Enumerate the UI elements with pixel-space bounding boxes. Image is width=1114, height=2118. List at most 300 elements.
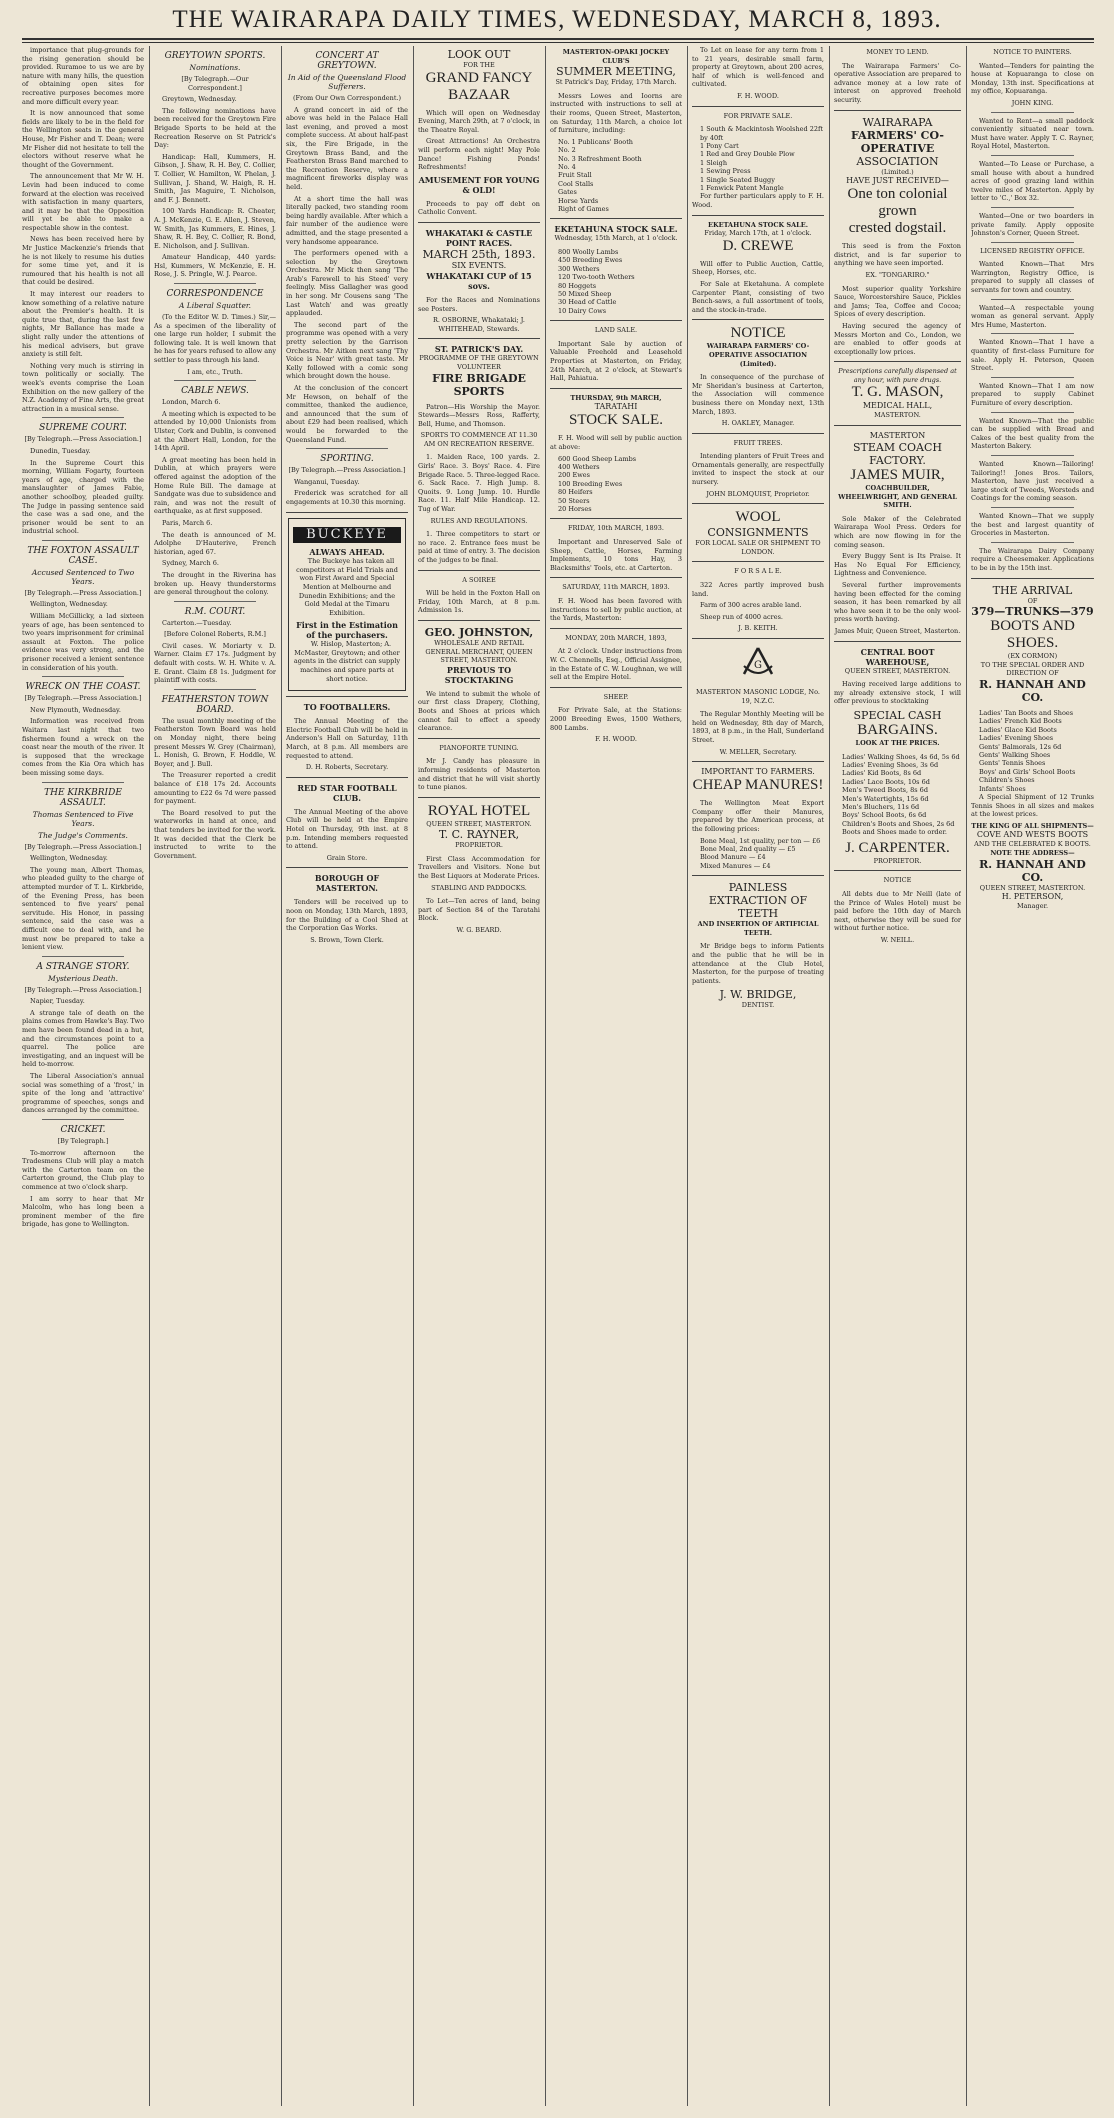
bazaar-title: BAZAAR (448, 86, 510, 103)
boot-warehouse-advert (834, 647, 961, 676)
headline-foxton: THE FOXTON ASSAULT CASE. (27, 545, 139, 566)
arrival-of: OF (1027, 596, 1038, 605)
column-8 (971, 46, 1094, 2106)
list-item: Bone Meal, 1st quality, per ton — £6 (700, 836, 821, 845)
advert-text: F. H. Wood has been favored with instructions to sell by public auction, at the Yards, Masterton: (550, 597, 682, 623)
notice-heading: NOTICE (730, 325, 786, 342)
article-paragraph: 100 Yards Handicap: R. Cheater, A. J. McKenzie, G. E. Allen, J. Steven, W. Smith, Jas Kummers, E. Hines, J. Shaw, R. H. Bey, C. Collier, R. Bond, E. Nicholson, and J. Sullivan. (154, 207, 276, 250)
divider (174, 380, 256, 381)
note-address: NOTE THE ADDRESS— (990, 848, 1075, 857)
column-rule (545, 46, 546, 2106)
advert-text: To Let—Ten acres of land, being part of Section 84 of the Taratahi Block. (418, 897, 540, 923)
advert-text: Wanted—Tenders for painting the house at Kopuaranga to close on Monday, 13th inst. Specifications at my office, Kopuaranga. (971, 61, 1094, 96)
advert-text: We intend to submit the whole of our first class Drapery, Clothing, Boots and Shoes at prices which cannot fail to effect a speedy clearance. (418, 689, 540, 733)
list-item: 80 Hoggets (558, 281, 597, 290)
wfca-heading: WAIRARAPA FARMERS' CO-OPERATIVE ASSOCIATION (Limited). (706, 342, 810, 368)
subhead-strange-story: Mysterious Death. (48, 973, 118, 983)
booth-list (550, 138, 682, 214)
carpenter-block (834, 840, 961, 866)
advert-signature: R. OSBORNE, Whakataki; J. WHITEHEAD, Stewards. (433, 316, 525, 333)
article-paragraph: Civil cases. W. Moriarty v. D. Warner. Claim £7 17s. Judgment by default with costs. W. H. White v. A. E. Grant. Claim £8 1s. Judgment for plaintiff with costs. (154, 641, 276, 685)
dateline: Wellington, Wednesday. (30, 600, 108, 609)
article-paragraph: importance that plug-grounds for the rising generation should be provided. Ruramoe to us we are by nature with many hills, the question of obtaining open sites for recreative purposes becomes more and more difficult every year. (22, 46, 144, 106)
divider (174, 601, 256, 602)
divider (692, 875, 824, 876)
subhead-liberal-squatter: A Liberal Squatter. (178, 301, 252, 311)
headline-strange-story: A STRANGE STORY. (36, 961, 130, 972)
column-rule (281, 46, 282, 2106)
advert-signature: F. H. WOOD. (595, 735, 637, 744)
article-paragraph: In the Supreme Court this morning, William Fogarty, fourteen years of age, charged with the manslaughter of James Fabie, another schoolboy, pleaded guilty. The Judge in passing sentence said the case was a sad one, and the prisoner would be sent to an industrial school. (22, 458, 144, 536)
divider (418, 570, 540, 571)
wfca-limited: (Limited.) (881, 167, 914, 176)
headline-kirkbride: THE KIRKBRIDE ASSAULT. (44, 787, 122, 808)
column-3 (286, 46, 408, 2106)
advert-text: Wanted Known—That I have a quantity of first-class Furniture for sale. Apply H. Peterson, Queen Street. (971, 338, 1094, 373)
manure-price-list (692, 837, 824, 871)
advert-text: Wanted—One or two boarders in private family. Apply opposite Johnston's Corner, Queen Street. (971, 211, 1094, 238)
divider (550, 518, 682, 519)
column-7 (834, 46, 961, 2106)
divider (692, 503, 824, 504)
list-item: Fruit Stall (558, 171, 592, 180)
hannah-name-2: R. HANNAH AND CO. (979, 857, 1086, 884)
list-item: Children's Shoes (979, 776, 1035, 785)
divider (991, 507, 1074, 508)
list-item: No. 2 (558, 146, 576, 155)
bargains-block (834, 709, 961, 748)
mason-hall: MEDICAL HALL, (862, 401, 933, 411)
eketahuna-date: Wednesday, 15th March, at 1 o'clock. (554, 234, 678, 243)
red-star-notice (286, 783, 408, 803)
advert-text: Patron—His Worship the Mayor. Stewards—Messrs Ross, Rafferty, Bell, Hume, and Thomson. (418, 402, 540, 428)
list-item: Children's Boots and Shoes, 2s 6d (842, 819, 955, 828)
advert-text: This seed is from the Foxton district, and is far superior to anything we have seen imported. (834, 242, 961, 268)
races-cup: WHAKATAKI CUP of 15 sovs. (426, 270, 532, 291)
masthead-rule-thin (22, 42, 1094, 43)
article-paragraph: The Liberal Association's annual social was something of a 'frost,' in spite of the long and 'attractive' programme of speeches, songs and dances arranged by the committee. (22, 1072, 144, 1115)
consignments-heading: CONSIGNMENTS (707, 526, 809, 540)
special-cash-heading: SPECIAL CASH (853, 708, 942, 722)
list-item: 200 Ewes (558, 471, 590, 480)
advert-text: For Private Sale, at the Stations: 2000 Breeding Ewes, 1500 Wethers, 800 Lambs. (550, 706, 682, 732)
divider (42, 540, 124, 541)
divider (991, 112, 1074, 113)
stocktaking-heading: PREVIOUS TO STOCKTAKING (444, 664, 514, 685)
private-sale-heading: FOR PRIVATE SALE. (723, 111, 793, 120)
stock-sale-list (550, 455, 682, 514)
divider (991, 377, 1074, 378)
advert-text: Wanted Known—Tailoring! Tailoring!! Jones Bros. Tailors, Masterton, have just received a large stock of Tweeds, Worsteds and Coatings for the coming season. (971, 459, 1094, 503)
divider (834, 110, 961, 111)
divider (42, 676, 124, 677)
byline: [By Telegraph.] (57, 1137, 109, 1145)
mason-name: T. G. MASON, (851, 384, 944, 401)
buckeye-first: First in the Estimation of the purchasers. (296, 620, 398, 641)
wfca-advert (834, 116, 961, 238)
article-paragraph: Information was received from Waitara last night that two fishermen found a wreck on the coast near the mouth of the river. It is supposed that the wreckage comes from the Kia Ora which has been missing some days. (22, 717, 144, 777)
list-item: No. 4 (558, 162, 576, 171)
advert-text: Which will open on Wednesday Evening, March 29th, at 7 o'clock, in the Theatre Royal. (418, 108, 540, 134)
dateline: Dunedin, Tuesday. (30, 446, 91, 455)
divider (550, 687, 682, 688)
divider (991, 242, 1074, 243)
wfca-name-2: FARMERS' CO-OPERATIVE (851, 128, 944, 155)
hannah-footer (971, 822, 1094, 911)
wool-advert (692, 509, 824, 556)
notice-signature: D. H. Roberts, Secretary. (305, 763, 389, 772)
article-paragraph: The announcement that Mr W. H. Levin had been induced to come forward at the election was received with satisfaction in many quarters, and it may be that the Opposition will yet be able to make a respectable show in the contest. (22, 172, 144, 232)
advert-text: The Regular Monthly Meeting will be held on Wednesday, 8th day of March, 1893, at 8 p.m., in the Hall, Sunderland Street. (692, 710, 824, 744)
article-paragraph: The performers opened with a selection by the Greytown Orchestra. Mr Mick then sang 'The Arab's Farewell to his Steed' very feelingly. Miss Gallagher was good in her song. Mr Cousens sang 'The Last Watch' and was greatly applauded. (286, 249, 408, 318)
divider (550, 320, 682, 321)
advert-text: F. H. Wood will sell by public auction at above: (550, 434, 682, 451)
meeting-dates: St Patrick's Day, Friday, 17th March. (555, 78, 677, 87)
column-4 (418, 46, 540, 2106)
list-item: 20 Horses (558, 505, 592, 514)
byline: [By Telegraph.—Our Correspondent.] (181, 75, 249, 92)
article-paragraph: A grand concert in aid of the above was held in the Palace Hall last evening, and proved a most complete success. At about half-past six, the Fire Brigade, in the Greytown Brass Band, and the Featherston Brass Band marched to the Recreation Reserve, where a magnificent fireworks display was held. (286, 105, 408, 191)
list-item: 1 South & Mackintosh Woolshed 22ft by 40ft (700, 125, 823, 142)
bazaar-advert (418, 48, 540, 104)
divider (834, 361, 961, 362)
hannah-name: R. HANNAH AND CO. (979, 677, 1086, 704)
divider (42, 1119, 124, 1120)
divider (286, 512, 408, 513)
advert-text: W. Hislop, Masterton; A. McMaster, Greytown; and other agents in the district can supply machines and spare parts at short notice. (293, 640, 401, 683)
list-item: 1 Sewing Press (700, 167, 751, 176)
letter-paragraph: (To the Editor W. D. Times.) Sir,—As a specimen of the liberality of one large run holder, I submit the following tale. It is well known that he has for years refused to allow any settler to pass through his land. (154, 313, 276, 365)
dateline: Napier, Tuesday. (30, 997, 85, 1006)
headline-concert: CONCERT AT GREYTOWN. (315, 51, 379, 71)
johnston-sub: WHOLESALE AND RETAIL GENERAL MERCHANT, QUEEN STREET, MASTERTON. (425, 638, 533, 665)
column-rule (966, 46, 967, 2106)
article-paragraph: The Board resolved to put the waterworks in hand at once, and that tenders be invited for the work. It was decided that the Clerk be instructed to write to the Government. (154, 808, 276, 860)
byline: [By Telegraph.—Press Association.] (24, 588, 142, 597)
list-item: 30 Head of Cattle (558, 298, 617, 307)
johnston-heading: GEO. JOHNSTON, (424, 625, 534, 639)
races-events: SIX EVENTS. (451, 260, 507, 270)
boot-price-list (834, 753, 961, 829)
land-sale-heading: LAND SALE. (594, 326, 638, 335)
article-paragraph: To-morrow afternoon the Tradesmens Club will play a match with the Carterton team on the Carterton ground, the Club play to commence at two o'clock sharp. (22, 1148, 144, 1191)
list-item: 450 Breeding Ewes (558, 256, 623, 265)
dogstail-heading: crested dogstail. (848, 220, 947, 237)
list-item: 1 Single Seated Buggy (700, 175, 775, 184)
trunks-heading: 379—TRUNKS—379 (971, 605, 1094, 619)
byline: [By Telegraph.—Press Association.] (24, 842, 142, 851)
divider (971, 578, 1094, 579)
list-item: 300 Wethers (558, 264, 600, 273)
cheap-manures-heading: CHEAP MANURES! (692, 777, 824, 794)
advert-text: Proceeds to pay off debt on Catholic Convent. (418, 199, 540, 217)
advert-text: Wanted to Rent—a small paddock conveniently situated near town. Must have water. Apply T. C. Rayner, Royal Hotel, Masterton. (971, 116, 1094, 151)
advert-text: Having received large additions to my already extensive stock, I will offer previous to stocktaking (834, 680, 961, 706)
advert-text: Boots and Shoes made to order. (842, 828, 947, 837)
divider (692, 215, 824, 216)
advert-text: For further particulars apply to F. H. Wood. (692, 192, 824, 209)
divider (550, 218, 682, 219)
divider (834, 425, 961, 426)
list-item: Gents' Walking Shoes (979, 750, 1051, 759)
dateline: Sydney, March 6. (162, 559, 219, 568)
eketahuna-stock-advert (550, 224, 682, 243)
divider (991, 455, 1074, 456)
royal-hotel-advert (418, 803, 540, 850)
divider (42, 782, 124, 783)
column-rule (149, 46, 150, 2106)
dentist-title: DENTIST. (741, 1001, 775, 1010)
masthead-rule (22, 38, 1094, 40)
advert-signature: W. G. BEARD. (456, 926, 502, 935)
advert-text: Having secured the agency of Messrs Morton and Co., London, we are enabled to offer goods at exceptionally low prices. (834, 321, 961, 356)
divider (692, 433, 824, 434)
advert-text: The Buckeye has taken all competitors at Field Trials and won First Award and Special Mention at Melbourne and Dunedin Exhibitions; and the Gold Medal at the Timaru Exhibition. (296, 557, 398, 617)
royal-hotel-heading: ROYAL HOTEL (427, 802, 531, 819)
wool-heading: WOOL (735, 509, 781, 526)
advert-text: In consequence of the purchase of Mr Sheridan's business at Carterton, the Association will commence business there on Monday next, 13th March, 1893. (692, 373, 824, 416)
hannah-list (971, 709, 1094, 793)
newspaper-columns (22, 46, 1094, 2106)
advert-text: First Class Accommodation for Travellers and Visitors. None but the Best Liquors at Moderate Prices. (418, 854, 540, 881)
advert-text: 322 Acres partly improved bush land. (692, 581, 824, 598)
letter-signature: I am, etc., Truth. (187, 367, 243, 376)
advert-signature: J. B. KEITH. (738, 624, 778, 633)
headline-rm-court: R.M. COURT. (184, 606, 246, 617)
peterson-name: H. PETERSON, (1001, 892, 1064, 902)
advert-text: Intending planters of Fruit Trees and Ornamentals generally, are respectfully invited to inspect the stock at our nursery. (692, 452, 824, 487)
mason-advert (834, 367, 961, 420)
headline-supreme-court: SUPREME COURT. (39, 423, 127, 434)
list-item: Ladies' French Kid Boots (979, 717, 1062, 726)
divider (418, 797, 540, 798)
article-paragraph: The second part of the programme was opened with a very pretty selection by the Garrison Orchestra. Mr Aitken next sang 'Thy Voice is Near' with great taste. Mr Kelly followed with a comic song which brought down the house. (286, 320, 408, 381)
advert-text: A Special Shipment of 12 Trunks Tennis Shoes in all sizes and makes at the lowest prices. (971, 792, 1094, 819)
masonic-emblem-icon (738, 644, 778, 684)
article-paragraph: Amateur Handicap, 440 yards: Hsl, Kummers, W. McKenzie, E. H. Rose, J. S. Pringle, W. J. Pearce. (154, 253, 276, 279)
subhead-foxton: Accused Sentenced to Two Years. (31, 567, 135, 586)
muir-advert (834, 431, 961, 510)
soiree-heading: A SOIREE (462, 575, 496, 584)
notice-text: Tenders will be received up to noon on Monday, 13th March, 1893, for the Building of a Cool Shed at the Corporation Gas Works. (286, 898, 408, 933)
races-date: MARCH 25th, 1893. (422, 247, 536, 261)
divider (418, 338, 540, 339)
headline-wreck: WRECK ON THE COAST. (25, 682, 141, 693)
notice-signature: S. Brown, Town Clerk. (310, 935, 384, 944)
royal-hotel-owner: T. C. RAYNER, (438, 828, 520, 842)
article-paragraph: The young man, Albert Thomas, who pleaded guilty to the charge of attempted murder of T. L. Kirkbride, of the Evening Press, has been sentenced to five years' penal servitude. His Honor, in passing sentence, said the case was a difficult one to deal with, and he must now be prepared to take a lenient view. (22, 865, 144, 952)
list-item: Boys' and Girls' School Boots (979, 767, 1076, 776)
advert-text: Wanted Known—That the public can be supplied with Bread and Cakes of the best quality from the Masterton Bakery. (971, 416, 1094, 451)
column-rule (687, 46, 688, 2106)
headline-greytown-sports: GREYTOWN SPORTS. (164, 51, 266, 61)
divider (286, 696, 408, 697)
buckeye-banner: BUCKEYE (293, 527, 401, 544)
advert-text: Sheep run of 4000 acres. (700, 612, 783, 621)
advert-signature: James Muir, Queen Street, Masterton. (834, 626, 961, 635)
article-paragraph: It may interest our readers to know something of a relative nature about the Premier's health. It is quite true that, during the last few nights, Mr Ballance has made a slight rally under the attentions of his medical advisers, but grave anxiety is still felt. (22, 290, 144, 359)
list-item: 800 Woolly Lambs (558, 248, 619, 256)
advert-text: Important and Unreserved Sale of Sheep, Cattle, Horses, Farming Implements, 10 tons Hay, 3 Blacksmiths' Tools, etc. at Carterton. (550, 538, 682, 572)
divider (692, 638, 824, 639)
notice-signature: Grain Store. (326, 853, 368, 862)
peterson-title: Manager. (1016, 902, 1049, 911)
carpenter-name: J. CARPENTER. (845, 839, 950, 856)
private-sale-list (692, 125, 824, 192)
list-item: 1 Pony Cart (700, 141, 739, 150)
article-paragraph: It is now announced that some fields are likely to be in the field for the Wellington seats in the general House, Mr Fisher and T. Dean; were Mr Fisher did not hesitate to tell the electors without reserve what he thought of the Government. (22, 109, 144, 169)
article-paragraph: The following nominations have been received for the Greytown Fire Brigade Sports to be held at the Recreation Reserve on St Patrick's Day: (154, 106, 276, 150)
wfca-name-3: ASSOCIATION (856, 154, 939, 168)
advert-text: The Wairarapa Dairy Company require a Cheesemaker. Applications to be in by the 15th inst. (971, 546, 1094, 572)
advert-text: At 2 o'clock. Under instructions from W. C. Chennells, Esq., Official Assignee, in the Estate of C. W. Loughnan, we will sell at the Empire Hotel. (550, 647, 682, 682)
byline: (From Our Own Correspondent.) (292, 94, 402, 102)
divider (42, 417, 124, 418)
divider (418, 738, 540, 739)
dateline: Wellington, Wednesday. (30, 854, 108, 863)
races-advert (418, 228, 540, 291)
list-item: Mixed Manures — £4 (700, 861, 771, 870)
advert-text: Wanted Known—That I am now prepared to supply Cabinet Furniture of every description. (971, 381, 1094, 407)
divider (550, 577, 682, 578)
bazaar-for: FOR THE (463, 61, 495, 69)
divider (991, 333, 1074, 334)
notice-text: The Annual Meeting of the Electric Football Club will be held in Anderson's Hall on Saturday, 11th March, at 8 p.m. All members are requested to attend. (286, 717, 408, 760)
red-star-heading: RED STAR FOOTBALL CLUB. (297, 782, 397, 803)
amusement-heading: AMUSEMENT FOR YOUNG & OLD! (418, 174, 540, 195)
saturday-sale-date: SATURDAY, 11th MARCH, 1893. (562, 583, 670, 592)
piano-heading: PIANOFORTE TUNING. (439, 743, 519, 752)
byline: [By Telegraph.—Press Association.] (24, 435, 142, 444)
prescriptions-note: Prescriptions carefully dispensed at any hour, with pure drugs. (838, 367, 957, 384)
advert-text: Several further improvements having been effected for the coming season, it has been remarked by all who have seen it to be the only wool-press worth having. (834, 581, 961, 624)
divider (550, 388, 682, 389)
article-paragraph: At a short time the hall was literally packed, two standing room being hardly available. After which a fair number of the audience were admitted, and the stage presented a very handsome appearance. (286, 194, 408, 246)
divider (174, 689, 256, 690)
dateline: London, March 6. (162, 398, 221, 407)
eketahuna-sale-advert (692, 221, 824, 255)
sports-start: SPORTS TO COMMENCE AT 11.30 AM ON RECREATION RESERVE. (420, 431, 538, 448)
ex-cormon: (EX CORMON) (1007, 652, 1058, 661)
advert-text: All debts due to Mr Neill (late of the Prince of Wales Hotel) must be paid before the 10th day of March next, otherwise they will be sued for without further notice. (834, 889, 961, 933)
list-item: Men's Watertights, 15s 6d (842, 794, 929, 803)
headline-cable-news: CABLE NEWS. (181, 386, 249, 397)
advert-signature: W. MELLER, Secretary. (719, 747, 797, 756)
st-patricks-heading: ST. PATRICK'S DAY. (434, 344, 524, 355)
advert-text: For the Races and Nominations see Posters. (418, 295, 540, 313)
list-item: 600 Good Sheep Lambs (558, 454, 637, 463)
mason-town: MASTERTON. (874, 411, 921, 420)
manures-advert (692, 767, 824, 794)
coach-factory-heading: STEAM COACH FACTORY. (853, 441, 942, 468)
article-paragraph: The usual monthly meeting of the Featherston Town Board was held on Monday night, there being present Messrs W. Grey (Chairman), L. Honish, G. Brown, F. Hoddle, W. Boyer, and J. Bull. (154, 716, 276, 768)
list-item: No. 3 Refreshment Booth (558, 154, 642, 163)
divider (834, 641, 961, 642)
list-item: 400 Wethers (558, 463, 600, 471)
byline: [By Telegraph.—Press Association.] (288, 466, 406, 475)
byline: [By Telegraph.—Press Association.] (24, 694, 142, 703)
advert-signature: W. NEILL. (880, 935, 915, 944)
muir-trade: COACHBUILDER, WHEELWRIGHT, AND GENERAL SMITH. (838, 484, 957, 510)
bazaar-grand: GRAND FANCY (425, 69, 533, 86)
divider (692, 319, 824, 320)
list-item: Ladies' Tan Boots and Shoes (979, 708, 1074, 717)
king-of-shipments: THE KING OF ALL SHIPMENTS— (971, 821, 1094, 830)
divider (991, 542, 1074, 543)
advert-text: The Wairarapa Farmers' Co-operative Association are prepared to advance money at a low rate of interest on approved freehold security. (834, 61, 961, 104)
divider (418, 620, 540, 621)
sheep-heading: SHEEP. (603, 692, 629, 701)
dentist-name-block (692, 988, 824, 1010)
summer-meeting-heading: SUMMER MEETING, (556, 65, 676, 79)
article-paragraph: Handicap: Hall, Kummers, H. Gibson, J. Shaw, R. H. Bey, C. Collier, T. Collier, W. Hamilton, W. Phelan, J. Sullivan, J. Shand, W. Haigh, R. H. Smith, Jas Maguire, T. Nicholson, and F. J. Bennett. (154, 152, 276, 204)
list-item: 80 Heifers (558, 488, 593, 497)
eketahuna-heading: EKETAHUNA STOCK SALE. (554, 224, 678, 235)
advert-text: Will be held in the Foxton Hall on Friday, 10th March, at 8 p.m. Admission 1s. (418, 589, 540, 615)
farmers-heading: IMPORTANT TO FARMERS. (701, 767, 815, 777)
list-item: 50 Mixed Sheep (558, 290, 612, 299)
list-item: Cool Stalls (558, 179, 594, 188)
list-item: Ladies' Evening Shoes (979, 734, 1054, 743)
article-paragraph: A great meeting has been held in Dublin, at which prayers were offered against the adoption of the Home Rule Bill. The damage at Sandgate was due to subsidence and rain, and was not the result of earthquake, as at first supposed. (154, 455, 276, 516)
byline: [By Telegraph.—Press Association.] (24, 985, 142, 994)
divider (991, 412, 1074, 413)
advert-text: 1. Maiden Race, 100 yards. 2. Girls' Race. 3. Boys' Race. 4. Fire Brigade Race. 5. Three-legged Race. 6. Sack Race. 7. High Jump. 8. Quoits. 9. Long Jump. 10. Hurdle Race. 11. Half Mile Handicap. 12. Tug of War. (418, 453, 540, 514)
taratahi-date: THURSDAY, 9th MARCH, (570, 393, 662, 402)
advert-text: Wanted—A respectable young woman as general servant. Apply Mrs Hume, Masterton. (971, 303, 1094, 329)
rules-heading: RULES AND REGULATIONS. (430, 516, 528, 525)
crewe-heading: D. CREWE (722, 237, 794, 254)
neill-notice-heading: NOTICE (883, 876, 912, 885)
divider (418, 222, 540, 223)
list-item: Blood Manure — £4 (700, 853, 766, 862)
list-item: Ladies' Evening Shoes, 3s 6d (842, 760, 939, 769)
advert-text: To Let on lease for any term from 1 to 21 years, desirable small farm, property at Greytown, about 200 acres, half of which is well-fenced and cultivated. (692, 46, 824, 89)
list-item: Ladies' Glace Kid Boots (979, 725, 1057, 734)
advert-text: Will offer to Public Auction, Cattle, Sheep, Horses, etc. (692, 259, 824, 277)
column-2 (154, 46, 276, 2106)
wfca-name-1: WAIRARAPA (862, 115, 933, 129)
column-1 (22, 46, 144, 2106)
boot-warehouse-heading: CENTRAL BOOT WAREHOUSE, (860, 646, 935, 667)
divider (286, 867, 408, 868)
article-paragraph: William McGillicky, a lad sixteen years of age, has been sentenced to two years imprisonment for criminal assault at Foxton. The police evidence was very strong, and the prisoner received a lenient sentence in consideration of his youth. (22, 612, 144, 672)
list-item: 50 Steers (558, 496, 590, 505)
masthead (0, 6, 1114, 34)
advert-text: Mr J. Candy has pleasure in informing residents of Masterton and district that he will visit shortly to tune pianos. (418, 757, 540, 792)
list-item: 1 Red and Grey Double Plow (700, 150, 795, 159)
programme-heading: PROGRAMME OF THE GREYTOWN VOLUNTEER (419, 354, 539, 371)
fire-brigade-heading: FIRE BRIGADE SPORTS (432, 371, 526, 398)
stock-list (550, 248, 682, 315)
divider (692, 561, 824, 562)
special-order: TO THE SPECIAL ORDER AND DIRECTION OF (980, 660, 1085, 678)
monday-sale-date: MONDAY, 20th MARCH, 1893, (565, 633, 667, 642)
column-5 (550, 46, 682, 2106)
headline-sporting: SPORTING. (320, 454, 374, 465)
list-item: Men's Tweed Boots, 8s 6d (842, 786, 928, 795)
footballers-notice (286, 702, 408, 712)
celebrated-boots: AND THE CELEBRATED K BOOTS. (974, 840, 1091, 849)
masterton-label: MASTERTON (869, 431, 926, 441)
list-item: 120 Two-tooth Wethers (558, 273, 635, 282)
column-6 (692, 46, 824, 2106)
races-heading: WHAKATAKI & CASTLE POINT RACES. (425, 227, 533, 248)
eketahuna-sale-date: Friday, March 17th, at 1 o'clock. (704, 229, 812, 238)
headline-correspondence: CORRESPONDENCE (166, 289, 264, 300)
johnston-advert (418, 626, 540, 685)
boot-warehouse-address: QUEEN STREET, MASTERTON. (844, 666, 951, 675)
